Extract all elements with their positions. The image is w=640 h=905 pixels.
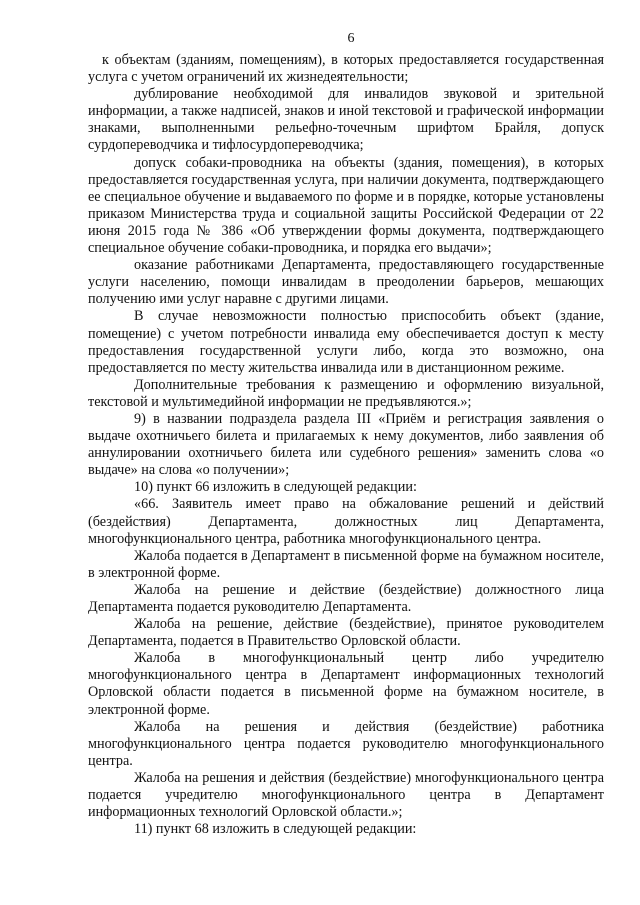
page-number: 6: [347, 31, 355, 46]
paragraph-complaint-mfc-worker: Жалоба на решения и действия (бездействие) работника многофункционального центра подается руководителю многофункционального центра.: [88, 718, 604, 769]
paragraph-duplication-info: дублирование необходимой для инвалидов звуковой и зрительной информации, а также надписей, знаков и иной текстовой и графической информации знаками, выполненными рельефно-точечным шрифтом Брайля, допуск сурдопереводчика и тифлосурдопереводчика;: [88, 86, 604, 154]
paragraph-clause-66: «66. Заявитель имеет право на обжалование решений и действий (бездействия) Департамента, должностных лиц Департамента, многофункционального центра, работника многофункционального центра.: [88, 496, 604, 547]
paragraph-complaint-mfc: Жалоба в многофункциональный центр либо учредителю многофункционального центра в Департамент информационных технологий Орловской области подается в письменной форме на бумажном носителе, в электронной форме.: [88, 650, 604, 718]
paragraph-item-10: 10) пункт 66 изложить в следующей редакции:: [134, 479, 417, 496]
paragraph-additional-requirements: Дополнительные требования к размещению и оформлению визуальной, текстовой и мультимедийной информации не предъявляются.»;: [88, 376, 604, 410]
paragraph-complaint-mfc-founder: Жалоба на решения и действия (бездействие) многофункционального центра подается учредителю многофункционального центра в Департамент информационных технологий Орловской области.»;: [88, 769, 604, 821]
paragraph-staff-assistance: оказание работниками Департамента, предоставляющего государственные услуги населению, помощи инвалидам в преодолении барьеров, мешающих получению ими услуг наравне с другими лицами.: [88, 257, 604, 308]
paragraph-complaint-department: Жалоба подается в Департамент в письменной форме на бумажном носителе, в электронной форме.: [88, 547, 604, 581]
paragraph-complaint-head: Жалоба на решение, действие (бездействие), принятое руководителем Департамента, подается в Правительство Орловской области.: [88, 616, 604, 650]
paragraph-item-11: 11) пункт 68 изложить в следующей редакции:: [134, 821, 417, 838]
paragraph-complaint-official: Жалоба на решение и действие (бездействие) должностного лица Департамента подается руководителю Департамента.: [88, 581, 604, 615]
paragraph-access-objects: к объектам (зданиям, помещениям), в которых предоставляется государственная услуга с учетом ограничений их жизнедеятельности;: [88, 52, 604, 86]
document-page: [88, 30, 604, 838]
paragraph-guide-dog: допуск собаки-проводника на объекты (здания, помещения), в которых предоставляется государственная услуга, при наличии документа, подтверждающего ее специальное обучение и выдаваемого по форме и в порядке, которые установлены приказом Министерства труда и социальной защиты Российской Федерации от 22 июня 2015 года № 386 «Об утверждении формы документа, подтверждающего специальное обучение собаки-проводника, и порядка его выдачи»;: [88, 154, 604, 257]
paragraph-impossibility-case: В случае невозможности полностью приспособить объект (здание, помещение) с учетом потребности инвалида ему обеспечивается доступ к месту предоставления государственной услуги либо, когда это возможно, она предоставляется по месту жительства инвалида или в дистанционном режиме.: [88, 308, 604, 376]
paragraph-item-9: 9) в названии подраздела раздела III «Приём и регистрация заявления о выдаче охотничьего билета и прилагаемых к нему документов, либо заявления об аннулировании охотничьего билета или судебного решения» заменить слова «о выдаче» на слова «о получении»;: [88, 410, 604, 479]
